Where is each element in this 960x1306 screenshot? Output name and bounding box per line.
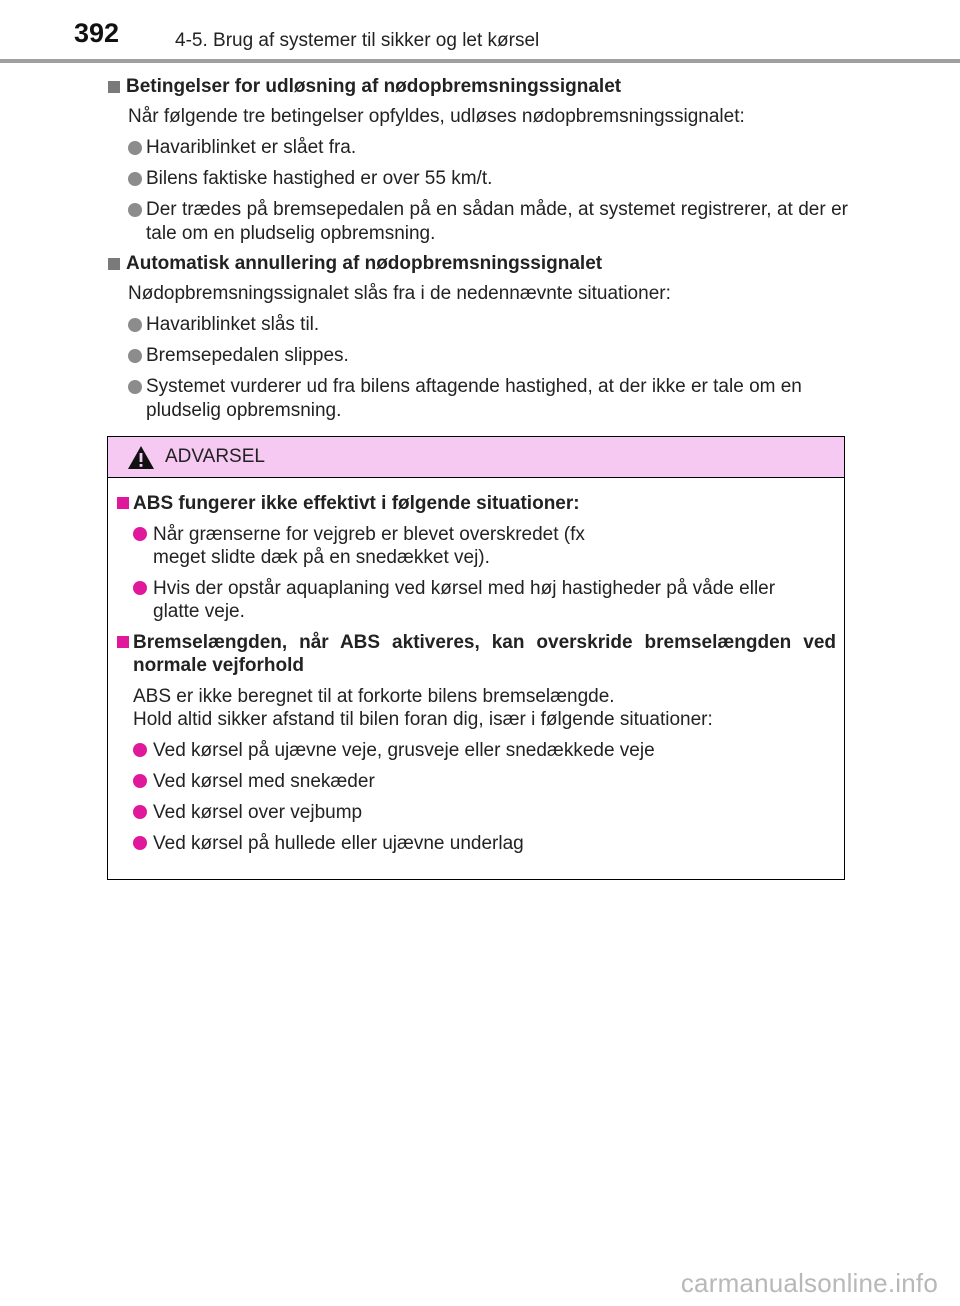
list-item (108, 344, 848, 368)
page-number: 392 (74, 18, 120, 48)
page-header (0, 0, 960, 64)
list-item (117, 770, 836, 793)
list-item (117, 832, 836, 855)
circle-bullet-icon (133, 581, 147, 595)
circle-bullet-icon (128, 141, 142, 155)
warning-header (108, 437, 844, 478)
warning-body (108, 478, 844, 855)
circle-bullet-icon (133, 527, 147, 541)
list-item (108, 198, 848, 246)
list-item-text: Ved kørsel over vejbump (153, 802, 363, 823)
circle-bullet-icon (133, 836, 147, 850)
warning-heading (117, 492, 836, 515)
list-item-text: Ved kørsel på ujævne veje, grusveje eller snedækkede veje (153, 740, 655, 761)
warning-triangle-icon (127, 445, 155, 470)
list-item-text: Ved kørsel med snekæder (153, 771, 375, 792)
section-heading-text: Automatisk annullering af nødopbremsningssignalet (126, 253, 603, 274)
circle-bullet-icon (128, 380, 142, 394)
list-item (108, 136, 848, 160)
section-intro: Når følgende tre betingelser opfyldes, udløses nødopbremsningssignalet: (128, 106, 745, 127)
header-divider (0, 59, 960, 63)
list-item-text: Der trædes på bremsepedalen på en sådan måde, at systemet registrerer, at der er tale om en pludselig opbremsning. (146, 199, 848, 244)
main-content (108, 72, 848, 423)
list-item-text: Hvis der opstår aquaplaning ved kørsel med høj hastigheder på våde eller glatte veje. (153, 578, 776, 622)
list-item (117, 523, 613, 569)
list-item-text: Når grænserne for vejgreb er blevet overskredet (fx meget slidte dæk på en snedækket vej). (153, 524, 585, 568)
square-bullet-icon (108, 258, 120, 270)
circle-bullet-icon (128, 203, 142, 217)
watermark-logo: carmanualsonline.info (680, 1268, 938, 1298)
list-item (108, 375, 846, 423)
circle-bullet-icon (128, 318, 142, 332)
list-item (108, 167, 848, 191)
list-item (117, 577, 793, 623)
circle-bullet-icon (133, 805, 147, 819)
section-heading-text: Betingelser for udløsning af nødopbremsningssignalet (126, 76, 622, 97)
warning-box (107, 436, 845, 880)
list-item (117, 801, 836, 824)
square-bullet-icon (117, 497, 129, 509)
list-item-text: Havariblinket slås til. (146, 314, 320, 335)
circle-bullet-icon (133, 774, 147, 788)
section-heading (108, 75, 848, 99)
warning-paragraph: ABS er ikke beregnet til at forkorte bilens bremselængde. (133, 686, 615, 707)
chapter-title: 4-5. Brug af systemer til sikker og let kørsel (175, 30, 540, 51)
list-item-text: Havariblinket er slået fra. (146, 137, 357, 158)
square-bullet-icon (108, 81, 120, 93)
warning-heading (117, 631, 836, 677)
circle-bullet-icon (133, 743, 147, 757)
list-item-text: Ved kørsel på hullede eller ujævne underlag (153, 833, 524, 854)
warning-heading-text: ABS fungerer ikke effektivt i følgende situationer: (133, 493, 580, 514)
warning-paragraph: Hold altid sikker afstand til bilen foran dig, især i følgende situationer: (133, 709, 713, 730)
list-item-text: Bremsepedalen slippes. (146, 345, 349, 366)
section-heading (108, 252, 848, 276)
square-bullet-icon (117, 636, 129, 648)
circle-bullet-icon (128, 349, 142, 363)
list-item (108, 313, 848, 337)
list-item-text: Bilens faktiske hastighed er over 55 km/t. (146, 168, 493, 189)
list-item-text: Systemet vurderer ud fra bilens aftagende hastighed, at der ikke er tale om en pludselig opbremsning. (146, 376, 802, 421)
warning-title: ADVARSEL (165, 446, 265, 467)
circle-bullet-icon (128, 172, 142, 186)
section-intro: Nødopbremsningssignalet slås fra i de nedennævnte situationer: (128, 283, 671, 304)
list-item (117, 739, 836, 762)
warning-heading-text: Bremselængden, når ABS aktiveres, kan overskride bremselængden ved normale vejforhold (133, 632, 836, 676)
